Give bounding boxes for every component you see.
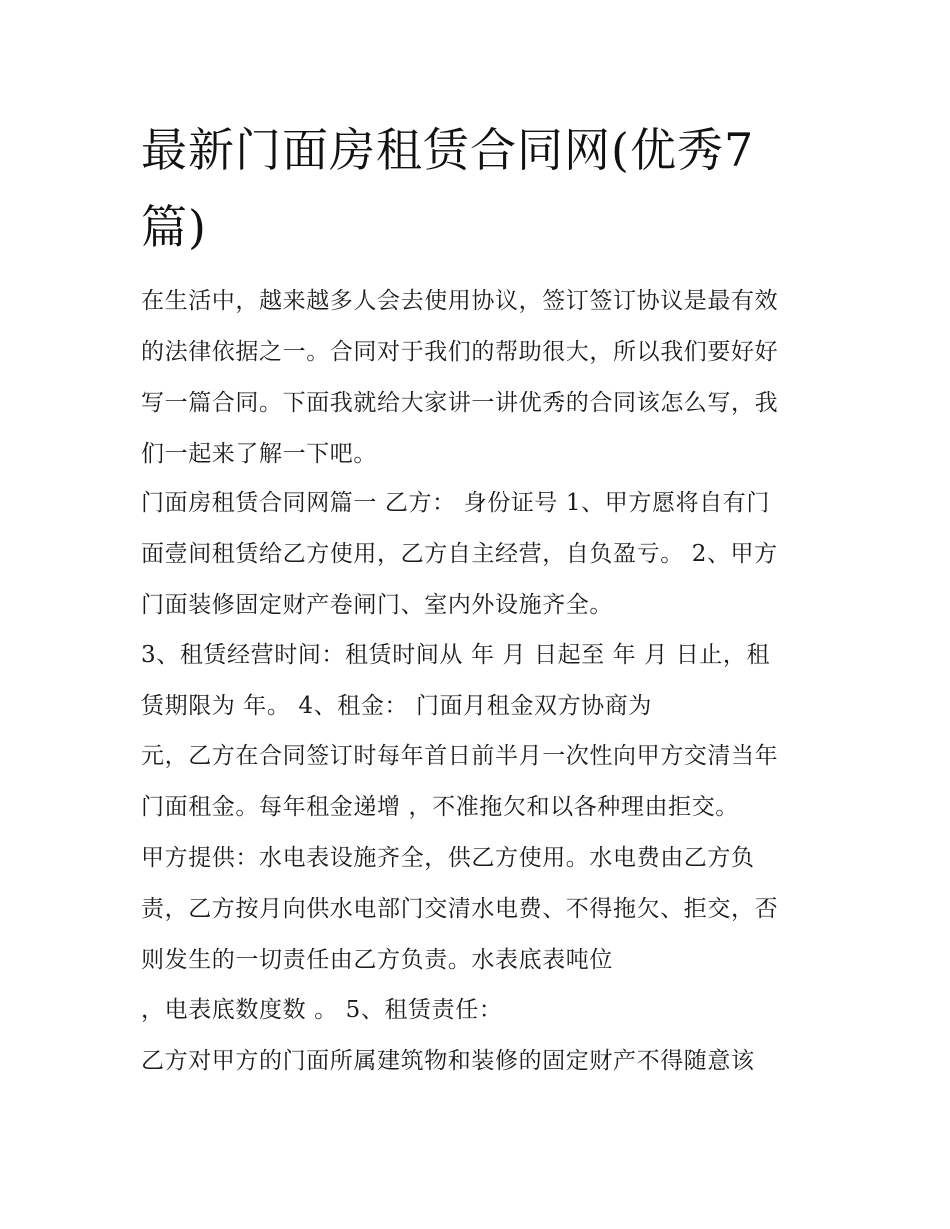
text-line: 责，乙方按月向供水电部门交清水电费、不得拖欠、拒交，否 <box>141 896 779 922</box>
meter-reading-paragraph <box>141 985 821 1036</box>
utilities-paragraph <box>141 833 821 986</box>
text-line: 赁期限为 年。 4、租金： 门面月租金双方协商为 <box>141 693 652 719</box>
text-line: ，电表底数度数 。 5、租赁责任： <box>141 997 503 1023</box>
text-line: 写一篇合同。下面我就给大家讲一讲优秀的合同该怎么写，我 <box>141 390 779 416</box>
text-line: 3、租赁经营时间：租赁时间从 年 月 日起至 年 月 日止，租 <box>141 642 771 668</box>
text-line: 元，乙方在合同签订时每年首日前半月一次性向甲方交清当年 <box>141 743 779 769</box>
text-line: 门面房租赁合同网篇一 乙方： 身份证号 1、甲方愿将自有门 <box>141 490 770 516</box>
text-line: 的法律依据之一。合同对于我们的帮助很大，所以我们要好好 <box>141 339 779 365</box>
lease-responsibility-paragraph <box>141 1036 821 1087</box>
rent-payment-paragraph <box>141 731 821 833</box>
text-line: 在生活中，越来越多人会去使用协议，签订签订协议是最有效 <box>141 288 779 314</box>
contract-section-1-paragraph <box>141 478 821 631</box>
document-title <box>141 112 821 266</box>
title-line-1: 最新门面房租赁合同网(优秀7 <box>141 123 755 177</box>
intro-paragraph <box>141 276 821 480</box>
text-line: 甲方提供：水电表设施齐全，供乙方使用。水电费由乙方负 <box>141 845 755 871</box>
text-line: 面壹间租赁给乙方使用，乙方自主经营，自负盈亏。 2、甲方 <box>141 541 778 567</box>
text-line: 门面租金。每年租金递增 ，不准拖欠和以各种理由拒交。 <box>141 794 739 820</box>
text-line: 则发生的一切责任由乙方负责。水表底表吨位 <box>141 947 613 973</box>
text-line: 们一起来了解一下吧。 <box>141 441 377 467</box>
title-line-2: 篇) <box>141 200 207 254</box>
text-line: 乙方对甲方的门面所属建筑物和装修的固定财产不得随意该 <box>141 1048 755 1074</box>
text-line: 门面装修固定财产卷闸门、室内外设施齐全。 <box>141 592 613 618</box>
lease-term-paragraph <box>141 630 821 732</box>
